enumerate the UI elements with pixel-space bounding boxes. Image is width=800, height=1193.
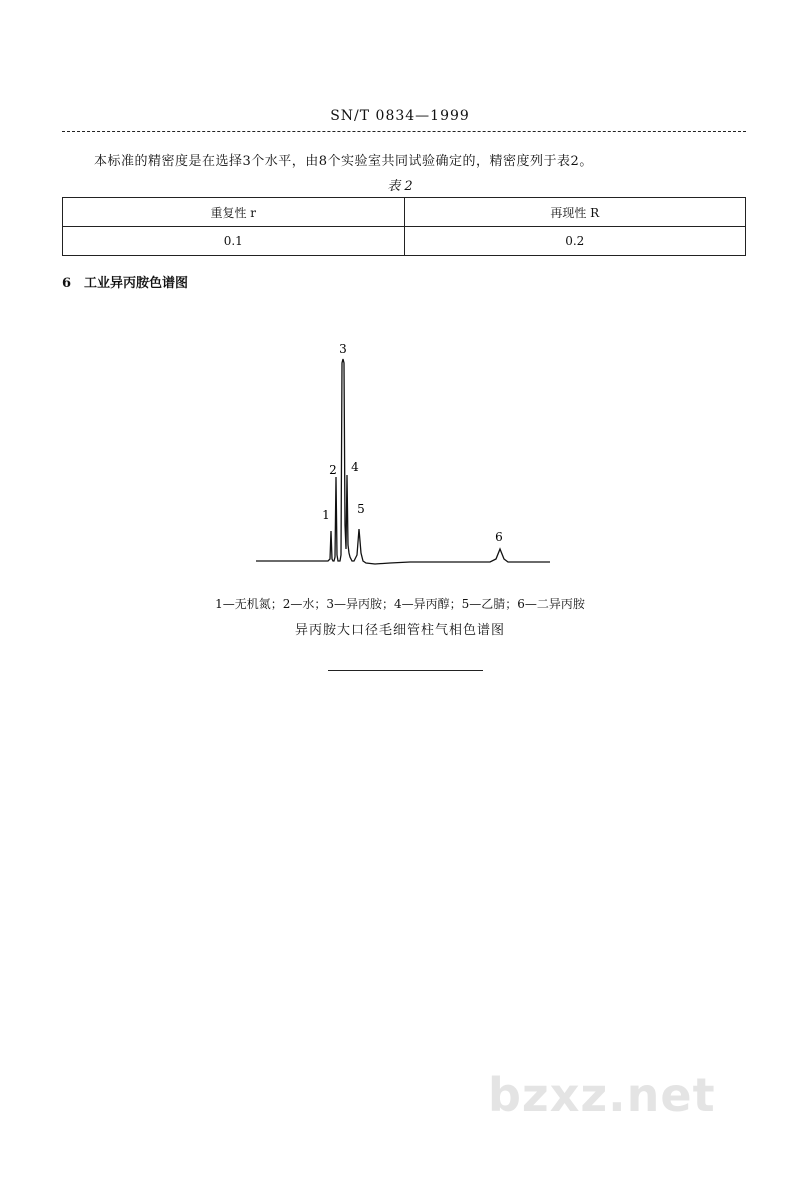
peak-legend: 1—无机氮；2—水；3—异丙胺；4—异丙醇；5—乙腈；6—二异丙胺 (215, 597, 585, 611)
precision-table (62, 197, 746, 256)
document-code: SN/T 0834—1999 (330, 108, 470, 124)
value-reproducibility: 0.2 (404, 227, 746, 256)
table-header-row (63, 198, 746, 227)
section-title: 工业异丙胺色谱图 (84, 276, 189, 291)
peak-label-3: 3 (339, 342, 347, 356)
figure-caption: 异丙胺大口径毛细管柱气相色谱图 (294, 623, 505, 638)
header-repeatability: 重复性 r (63, 198, 405, 227)
end-rule (328, 670, 483, 671)
peak-label-2: 2 (329, 463, 337, 477)
table-caption: 表 2 (387, 179, 413, 194)
header-reproducibility: 再现性 R (404, 198, 746, 227)
section-heading (62, 272, 188, 291)
chromatogram-trace (256, 359, 550, 564)
value-repeatability: 0.1 (63, 227, 405, 256)
peak-label-4: 4 (351, 460, 359, 474)
watermark: bzxz.net (488, 1068, 716, 1122)
peak-label-1: 1 (322, 508, 330, 522)
precision-paragraph: 本标准的精密度是在选择3个水平，由8个实验室共同试验确定的，精密度列于表2。 (94, 154, 593, 169)
peak-label-6: 6 (495, 530, 503, 544)
table-row (63, 227, 746, 256)
chromatogram-figure (250, 335, 560, 575)
header-rule (62, 131, 746, 132)
section-number: 6 (62, 276, 72, 291)
peak-label-5: 5 (357, 502, 365, 516)
